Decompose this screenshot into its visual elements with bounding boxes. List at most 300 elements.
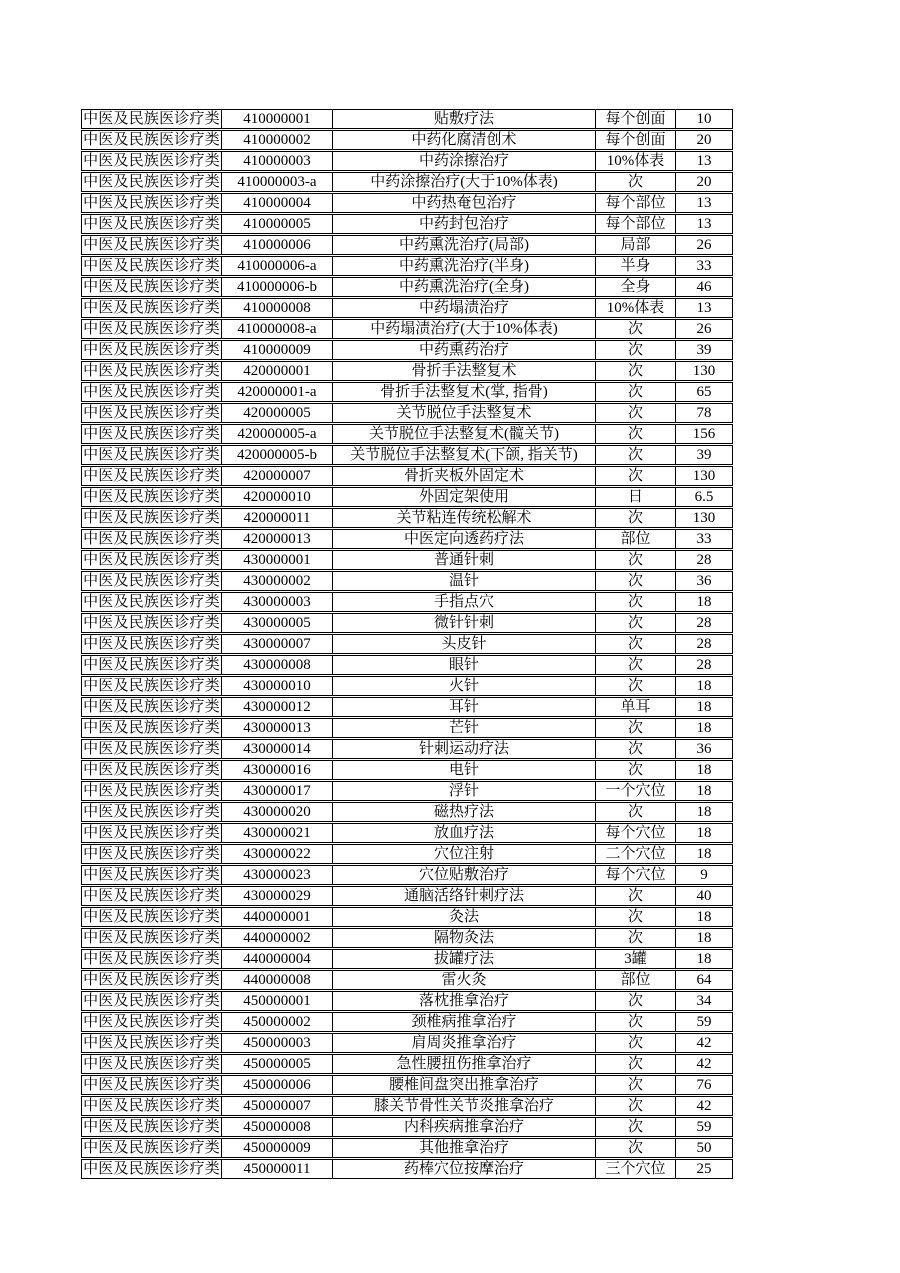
cell-price: 156	[676, 424, 733, 444]
table-row	[81, 676, 733, 696]
cell-item-code: 450000002	[222, 1012, 333, 1032]
cell-category: 中医及民族医诊疗类	[81, 823, 222, 843]
cell-item-name: 雷火灸	[333, 970, 596, 990]
cell-price: 13	[676, 193, 733, 213]
cell-pricing-unit: 次	[596, 718, 676, 738]
cell-item-name: 普通针刺	[333, 550, 596, 570]
cell-pricing-unit: 次	[596, 1117, 676, 1137]
cell-pricing-unit: 半身	[596, 256, 676, 276]
cell-item-code: 430000020	[222, 802, 333, 822]
cell-price: 26	[676, 319, 733, 339]
cell-item-code: 450000008	[222, 1117, 333, 1137]
cell-category: 中医及民族医诊疗类	[81, 277, 222, 297]
cell-category: 中医及民族医诊疗类	[81, 718, 222, 738]
table-row	[81, 529, 733, 549]
cell-pricing-unit: 次	[596, 1033, 676, 1053]
cell-price: 13	[676, 151, 733, 171]
cell-item-name: 贴敷疗法	[333, 109, 596, 129]
cell-category: 中医及民族医诊疗类	[81, 424, 222, 444]
cell-pricing-unit: 次	[596, 1012, 676, 1032]
cell-category: 中医及民族医诊疗类	[81, 886, 222, 906]
cell-category: 中医及民族医诊疗类	[81, 970, 222, 990]
cell-category: 中医及民族医诊疗类	[81, 445, 222, 465]
cell-pricing-unit: 次	[596, 1075, 676, 1095]
cell-item-name: 浮针	[333, 781, 596, 801]
cell-item-code: 410000003	[222, 151, 333, 171]
cell-price: 65	[676, 382, 733, 402]
cell-category: 中医及民族医诊疗类	[81, 592, 222, 612]
cell-price: 130	[676, 508, 733, 528]
cell-price: 18	[676, 718, 733, 738]
cell-item-code: 410000005	[222, 214, 333, 234]
cell-category: 中医及民族医诊疗类	[81, 781, 222, 801]
cell-pricing-unit: 次	[596, 1054, 676, 1074]
cell-price: 13	[676, 298, 733, 318]
cell-category: 中医及民族医诊疗类	[81, 1138, 222, 1158]
cell-item-code: 430000029	[222, 886, 333, 906]
cell-pricing-unit: 次	[596, 319, 676, 339]
cell-pricing-unit: 次	[596, 634, 676, 654]
cell-category: 中医及民族医诊疗类	[81, 949, 222, 969]
cell-price: 18	[676, 697, 733, 717]
table-row	[81, 487, 733, 507]
cell-item-name: 中药熏洗治疗(半身)	[333, 256, 596, 276]
cell-price: 18	[676, 760, 733, 780]
cell-category: 中医及民族医诊疗类	[81, 844, 222, 864]
cell-pricing-unit: 次	[596, 550, 676, 570]
cell-item-name: 穴位贴敷治疗	[333, 865, 596, 885]
cell-price: 76	[676, 1075, 733, 1095]
cell-price: 42	[676, 1054, 733, 1074]
cell-category: 中医及民族医诊疗类	[81, 403, 222, 423]
cell-pricing-unit: 次	[596, 613, 676, 633]
table-row	[81, 193, 733, 213]
cell-price: 64	[676, 970, 733, 990]
cell-price: 13	[676, 214, 733, 234]
cell-pricing-unit: 次	[596, 802, 676, 822]
cell-price: 9	[676, 865, 733, 885]
cell-item-code: 440000008	[222, 970, 333, 990]
cell-pricing-unit: 全身	[596, 277, 676, 297]
table-row	[81, 109, 733, 129]
table-row	[81, 1159, 733, 1179]
cell-category: 中医及民族医诊疗类	[81, 193, 222, 213]
table-row	[81, 1117, 733, 1137]
cell-category: 中医及民族医诊疗类	[81, 571, 222, 591]
cell-item-code: 450000005	[222, 1054, 333, 1074]
cell-item-code: 430000022	[222, 844, 333, 864]
cell-item-code: 420000010	[222, 487, 333, 507]
table-row	[81, 970, 733, 990]
cell-category: 中医及民族医诊疗类	[81, 1012, 222, 1032]
cell-category: 中医及民族医诊疗类	[81, 802, 222, 822]
cell-category: 中医及民族医诊疗类	[81, 487, 222, 507]
cell-price: 28	[676, 550, 733, 570]
cell-price: 10	[676, 109, 733, 129]
cell-price: 18	[676, 802, 733, 822]
cell-pricing-unit: 三个穴位	[596, 1159, 676, 1179]
cell-item-name: 微针针刺	[333, 613, 596, 633]
fee-schedule-table	[81, 108, 733, 1180]
cell-category: 中医及民族医诊疗类	[81, 382, 222, 402]
cell-price: 18	[676, 823, 733, 843]
table-row	[81, 907, 733, 927]
cell-category: 中医及民族医诊疗类	[81, 613, 222, 633]
cell-price: 78	[676, 403, 733, 423]
table-row	[81, 361, 733, 381]
cell-item-name: 中药封包治疗	[333, 214, 596, 234]
table-row	[81, 172, 733, 192]
cell-category: 中医及民族医诊疗类	[81, 1117, 222, 1137]
cell-category: 中医及民族医诊疗类	[81, 550, 222, 570]
cell-pricing-unit: 次	[596, 424, 676, 444]
cell-price: 42	[676, 1033, 733, 1053]
cell-item-code: 410000002	[222, 130, 333, 150]
cell-item-code: 450000007	[222, 1096, 333, 1116]
cell-item-code: 410000006-b	[222, 277, 333, 297]
cell-item-code: 430000016	[222, 760, 333, 780]
cell-item-code: 450000006	[222, 1075, 333, 1095]
cell-category: 中医及民族医诊疗类	[81, 172, 222, 192]
table-row	[81, 634, 733, 654]
cell-item-name: 针刺运动疗法	[333, 739, 596, 759]
cell-item-code: 430000008	[222, 655, 333, 675]
cell-item-code: 420000005-b	[222, 445, 333, 465]
cell-item-code: 430000017	[222, 781, 333, 801]
cell-category: 中医及民族医诊疗类	[81, 1159, 222, 1179]
cell-item-code: 410000004	[222, 193, 333, 213]
cell-item-name: 手指点穴	[333, 592, 596, 612]
cell-category: 中医及民族医诊疗类	[81, 739, 222, 759]
cell-price: 33	[676, 529, 733, 549]
cell-price: 59	[676, 1012, 733, 1032]
table-row	[81, 886, 733, 906]
cell-pricing-unit: 10%体表	[596, 298, 676, 318]
cell-item-code: 430000013	[222, 718, 333, 738]
cell-pricing-unit: 次	[596, 760, 676, 780]
cell-pricing-unit: 一个穴位	[596, 781, 676, 801]
cell-item-name: 温针	[333, 571, 596, 591]
table-row	[81, 340, 733, 360]
cell-pricing-unit: 日	[596, 487, 676, 507]
cell-item-name: 穴位注射	[333, 844, 596, 864]
table-row	[81, 1096, 733, 1116]
cell-item-name: 关节脱位手法整复术(髋关节)	[333, 424, 596, 444]
cell-item-code: 420000005-a	[222, 424, 333, 444]
cell-price: 25	[676, 1159, 733, 1179]
table-row	[81, 844, 733, 864]
cell-item-code: 430000014	[222, 739, 333, 759]
cell-pricing-unit: 次	[596, 676, 676, 696]
cell-price: 130	[676, 361, 733, 381]
cell-item-code: 430000010	[222, 676, 333, 696]
cell-item-name: 中药塌渍治疗	[333, 298, 596, 318]
cell-price: 6.5	[676, 487, 733, 507]
cell-pricing-unit: 次	[596, 991, 676, 1011]
cell-item-name: 颈椎病推拿治疗	[333, 1012, 596, 1032]
table-row	[81, 1054, 733, 1074]
cell-item-code: 410000008	[222, 298, 333, 318]
cell-item-name: 耳针	[333, 697, 596, 717]
cell-item-code: 420000011	[222, 508, 333, 528]
cell-item-code: 420000013	[222, 529, 333, 549]
cell-pricing-unit: 二个穴位	[596, 844, 676, 864]
cell-item-name: 骨折手法整复术(掌, 指骨)	[333, 382, 596, 402]
table-row	[81, 1012, 733, 1032]
table-row	[81, 823, 733, 843]
cell-pricing-unit: 每个创面	[596, 109, 676, 129]
cell-item-name: 内科疾病推拿治疗	[333, 1117, 596, 1137]
cell-price: 40	[676, 886, 733, 906]
cell-pricing-unit: 次	[596, 508, 676, 528]
cell-category: 中医及民族医诊疗类	[81, 298, 222, 318]
cell-item-code: 410000006	[222, 235, 333, 255]
cell-pricing-unit: 部位	[596, 970, 676, 990]
cell-price: 46	[676, 277, 733, 297]
cell-category: 中医及民族医诊疗类	[81, 466, 222, 486]
cell-price: 33	[676, 256, 733, 276]
table-row	[81, 298, 733, 318]
table-row	[81, 865, 733, 885]
cell-pricing-unit: 每个穴位	[596, 865, 676, 885]
cell-item-name: 通脑活络针刺疗法	[333, 886, 596, 906]
cell-pricing-unit: 次	[596, 361, 676, 381]
cell-category: 中医及民族医诊疗类	[81, 109, 222, 129]
table-row	[81, 718, 733, 738]
cell-category: 中医及民族医诊疗类	[81, 235, 222, 255]
cell-pricing-unit: 单耳	[596, 697, 676, 717]
cell-category: 中医及民族医诊疗类	[81, 760, 222, 780]
table-body	[81, 109, 733, 1179]
cell-item-code: 420000007	[222, 466, 333, 486]
cell-price: 34	[676, 991, 733, 1011]
cell-item-name: 药棒穴位按摩治疗	[333, 1159, 596, 1179]
cell-price: 20	[676, 130, 733, 150]
cell-price: 18	[676, 928, 733, 948]
table-row	[81, 928, 733, 948]
cell-item-name: 灸法	[333, 907, 596, 927]
table-row	[81, 214, 733, 234]
cell-item-code: 410000009	[222, 340, 333, 360]
cell-pricing-unit: 每个部位	[596, 214, 676, 234]
cell-pricing-unit: 次	[596, 466, 676, 486]
cell-category: 中医及民族医诊疗类	[81, 151, 222, 171]
cell-pricing-unit: 每个创面	[596, 130, 676, 150]
cell-price: 18	[676, 592, 733, 612]
table-row	[81, 1138, 733, 1158]
cell-item-name: 放血疗法	[333, 823, 596, 843]
cell-price: 39	[676, 445, 733, 465]
cell-item-name: 膝关节骨性关节炎推拿治疗	[333, 1096, 596, 1116]
cell-category: 中医及民族医诊疗类	[81, 865, 222, 885]
cell-item-name: 中药涂擦治疗	[333, 151, 596, 171]
cell-price: 42	[676, 1096, 733, 1116]
cell-pricing-unit: 次	[596, 445, 676, 465]
table-row	[81, 319, 733, 339]
cell-pricing-unit: 局部	[596, 235, 676, 255]
cell-pricing-unit: 每个部位	[596, 193, 676, 213]
cell-price: 130	[676, 466, 733, 486]
cell-item-name: 关节脱位手法整复术(下颌, 指关节)	[333, 445, 596, 465]
cell-category: 中医及民族医诊疗类	[81, 928, 222, 948]
table-row	[81, 655, 733, 675]
cell-item-code: 450000003	[222, 1033, 333, 1053]
cell-item-name: 肩周炎推拿治疗	[333, 1033, 596, 1053]
cell-pricing-unit: 3罐	[596, 949, 676, 969]
cell-pricing-unit: 次	[596, 739, 676, 759]
cell-price: 18	[676, 844, 733, 864]
cell-item-name: 中药熏洗治疗(全身)	[333, 277, 596, 297]
cell-category: 中医及民族医诊疗类	[81, 361, 222, 381]
cell-item-name: 中药熏洗治疗(局部)	[333, 235, 596, 255]
cell-item-code: 420000001	[222, 361, 333, 381]
table-row	[81, 508, 733, 528]
cell-pricing-unit: 次	[596, 655, 676, 675]
table-row	[81, 802, 733, 822]
table-row	[81, 739, 733, 759]
cell-item-code: 430000003	[222, 592, 333, 612]
cell-item-name: 芒针	[333, 718, 596, 738]
table-row	[81, 466, 733, 486]
table-row	[81, 235, 733, 255]
cell-item-code: 430000002	[222, 571, 333, 591]
cell-item-code: 440000001	[222, 907, 333, 927]
cell-pricing-unit: 次	[596, 928, 676, 948]
cell-category: 中医及民族医诊疗类	[81, 697, 222, 717]
cell-category: 中医及民族医诊疗类	[81, 508, 222, 528]
cell-item-name: 中药涂擦治疗(大于10%体表)	[333, 172, 596, 192]
cell-category: 中医及民族医诊疗类	[81, 634, 222, 654]
table-row	[81, 613, 733, 633]
cell-item-name: 腰椎间盘突出推拿治疗	[333, 1075, 596, 1095]
cell-category: 中医及民族医诊疗类	[81, 1054, 222, 1074]
cell-category: 中医及民族医诊疗类	[81, 214, 222, 234]
cell-pricing-unit: 次	[596, 1138, 676, 1158]
cell-item-name: 中药化腐清创术	[333, 130, 596, 150]
cell-pricing-unit: 次	[596, 1096, 676, 1116]
cell-pricing-unit: 次	[596, 382, 676, 402]
cell-item-name: 其他推拿治疗	[333, 1138, 596, 1158]
table-row	[81, 130, 733, 150]
table-row	[81, 571, 733, 591]
cell-price: 36	[676, 571, 733, 591]
cell-item-code: 440000004	[222, 949, 333, 969]
cell-pricing-unit: 每个穴位	[596, 823, 676, 843]
table-row	[81, 697, 733, 717]
cell-price: 18	[676, 676, 733, 696]
table-row	[81, 949, 733, 969]
cell-category: 中医及民族医诊疗类	[81, 1075, 222, 1095]
table-row	[81, 592, 733, 612]
cell-category: 中医及民族医诊疗类	[81, 130, 222, 150]
cell-item-code: 410000008-a	[222, 319, 333, 339]
cell-item-code: 430000023	[222, 865, 333, 885]
cell-item-name: 中药熏药治疗	[333, 340, 596, 360]
cell-category: 中医及民族医诊疗类	[81, 340, 222, 360]
cell-item-name: 骨折手法整复术	[333, 361, 596, 381]
cell-item-code: 420000005	[222, 403, 333, 423]
cell-item-name: 眼针	[333, 655, 596, 675]
cell-category: 中医及民族医诊疗类	[81, 529, 222, 549]
table-row	[81, 256, 733, 276]
cell-item-name: 电针	[333, 760, 596, 780]
cell-pricing-unit: 10%体表	[596, 151, 676, 171]
cell-price: 50	[676, 1138, 733, 1158]
cell-item-name: 落枕推拿治疗	[333, 991, 596, 1011]
cell-category: 中医及民族医诊疗类	[81, 256, 222, 276]
cell-price: 26	[676, 235, 733, 255]
cell-item-code: 420000001-a	[222, 382, 333, 402]
cell-item-name: 中医定向透药疗法	[333, 529, 596, 549]
cell-item-code: 430000007	[222, 634, 333, 654]
cell-item-name: 中药塌渍治疗(大于10%体表)	[333, 319, 596, 339]
cell-pricing-unit: 部位	[596, 529, 676, 549]
table-row	[81, 151, 733, 171]
cell-item-name: 中药热奄包治疗	[333, 193, 596, 213]
cell-item-code: 410000003-a	[222, 172, 333, 192]
cell-category: 中医及民族医诊疗类	[81, 676, 222, 696]
cell-price: 20	[676, 172, 733, 192]
cell-category: 中医及民族医诊疗类	[81, 655, 222, 675]
cell-pricing-unit: 次	[596, 907, 676, 927]
table-row	[81, 760, 733, 780]
cell-item-code: 430000021	[222, 823, 333, 843]
cell-item-code: 430000005	[222, 613, 333, 633]
cell-price: 18	[676, 949, 733, 969]
cell-category: 中医及民族医诊疗类	[81, 319, 222, 339]
cell-category: 中医及民族医诊疗类	[81, 1033, 222, 1053]
cell-item-code: 440000002	[222, 928, 333, 948]
cell-item-name: 火针	[333, 676, 596, 696]
cell-item-name: 骨折夹板外固定术	[333, 466, 596, 486]
cell-category: 中医及民族医诊疗类	[81, 907, 222, 927]
cell-pricing-unit: 次	[596, 172, 676, 192]
cell-item-name: 外固定架使用	[333, 487, 596, 507]
table-row	[81, 1075, 733, 1095]
cell-item-name: 关节脱位手法整复术	[333, 403, 596, 423]
cell-item-code: 450000011	[222, 1159, 333, 1179]
cell-price: 18	[676, 781, 733, 801]
table-row	[81, 403, 733, 423]
cell-price: 18	[676, 907, 733, 927]
cell-price: 39	[676, 340, 733, 360]
cell-pricing-unit: 次	[596, 340, 676, 360]
table-row	[81, 277, 733, 297]
table-row	[81, 991, 733, 1011]
cell-pricing-unit: 次	[596, 592, 676, 612]
cell-item-code: 450000009	[222, 1138, 333, 1158]
table-row	[81, 1033, 733, 1053]
cell-pricing-unit: 次	[596, 403, 676, 423]
table-row	[81, 445, 733, 465]
cell-item-name: 急性腰扭伤推拿治疗	[333, 1054, 596, 1074]
cell-item-code: 430000001	[222, 550, 333, 570]
cell-item-name: 磁热疗法	[333, 802, 596, 822]
cell-item-name: 头皮针	[333, 634, 596, 654]
table-row	[81, 550, 733, 570]
cell-price: 36	[676, 739, 733, 759]
cell-item-name: 拔罐疗法	[333, 949, 596, 969]
cell-item-code: 450000001	[222, 991, 333, 1011]
cell-item-name: 关节粘连传统松解术	[333, 508, 596, 528]
cell-item-name: 隔物灸法	[333, 928, 596, 948]
table-row	[81, 382, 733, 402]
cell-item-code: 430000012	[222, 697, 333, 717]
cell-pricing-unit: 次	[596, 571, 676, 591]
cell-item-code: 410000006-a	[222, 256, 333, 276]
cell-price: 59	[676, 1117, 733, 1137]
cell-price: 28	[676, 655, 733, 675]
